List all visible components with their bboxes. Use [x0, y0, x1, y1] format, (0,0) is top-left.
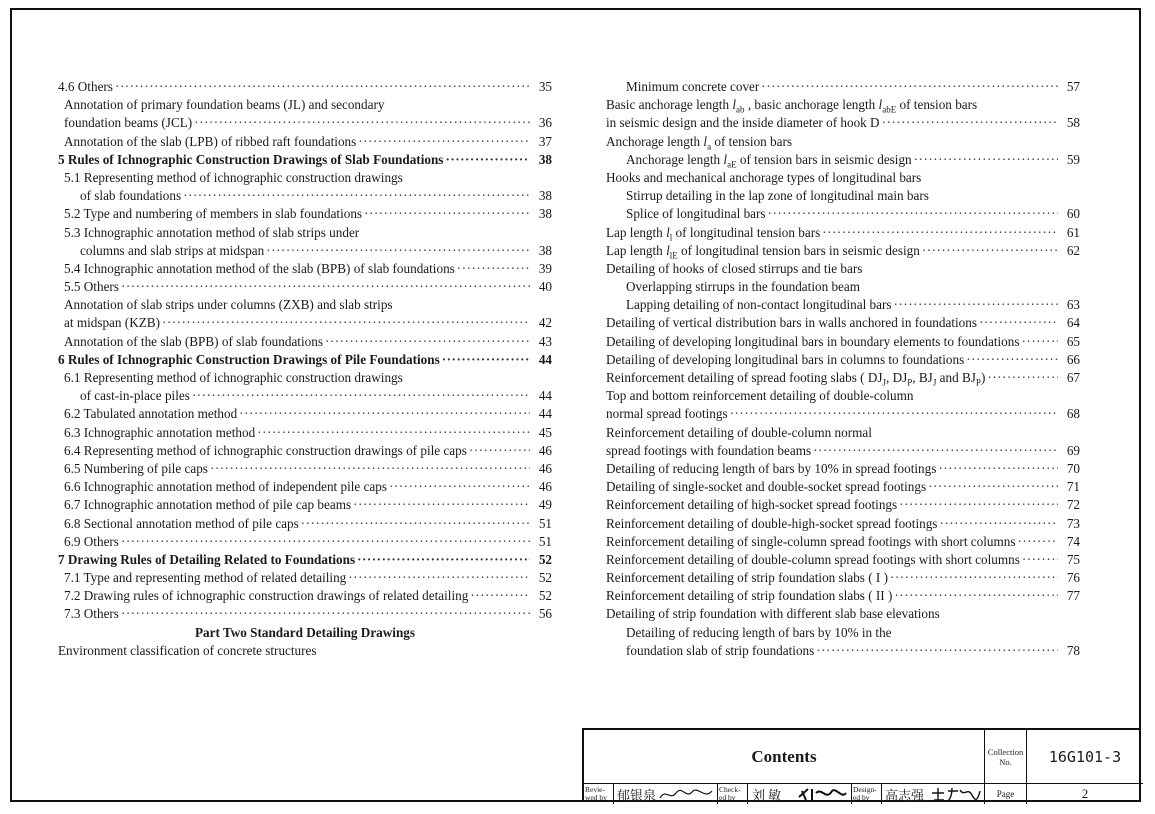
toc-leader-dots	[351, 496, 530, 514]
toc-entry-page: 72	[1066, 497, 1080, 513]
checked-label: Check-ed by	[719, 785, 741, 802]
toc-entry	[58, 314, 552, 332]
toc-entry	[58, 387, 552, 405]
title-block	[582, 728, 1141, 802]
toc-leader-dots	[892, 296, 1058, 314]
toc-entry	[58, 242, 552, 260]
toc-entry-title: 6 Rules of Ichnographic Construction Drawings of Pile Foundations	[58, 351, 440, 367]
toc-entry	[606, 278, 1080, 296]
toc-entry	[58, 569, 552, 587]
toc-entry-page: 67	[1066, 370, 1080, 385]
toc-entry	[58, 642, 552, 660]
toc-entry-page: 71	[1066, 479, 1080, 495]
toc-entry-page: 38	[538, 188, 552, 204]
toc-entry-title: Overlapping stirrups in the foundation beam	[626, 279, 861, 295]
reviewed-signature	[658, 785, 714, 803]
toc-entry-title: 6.3 Ichnographic annotation method	[64, 424, 256, 440]
toc-entry-title: Annotation of the slab (BPB) of slab foundations	[64, 333, 323, 349]
toc-entry	[58, 333, 552, 351]
toc-entry-title: 5.2 Type and numbering of members in slab foundations	[64, 206, 363, 222]
toc-entry-title: 6.5 Numbering of pile caps	[64, 460, 208, 476]
toc-leader-dots	[888, 569, 1058, 587]
toc-entry	[606, 587, 1080, 605]
toc-entry-title: spread footings with foundation beams	[606, 442, 812, 458]
reviewed-name-cell	[614, 784, 658, 804]
toc-entry	[58, 369, 552, 387]
designed-name: 高志强	[885, 787, 925, 803]
toc-entry	[58, 478, 552, 496]
toc-leader-dots	[766, 205, 1058, 223]
toc-entry	[606, 405, 1080, 423]
toc-entry-page: 74	[1066, 533, 1080, 549]
toc-entry-page: 63	[1066, 297, 1080, 313]
page-label: Page	[996, 789, 1015, 799]
toc-entry	[606, 569, 1080, 587]
toc-leader-dots	[985, 369, 1058, 387]
toc-entry-title: Reinforcement detailing of double-column spread footings with short columns	[606, 551, 1020, 567]
toc-leader-dots	[119, 533, 530, 551]
toc-entry	[606, 460, 1080, 478]
toc-entry	[58, 151, 552, 169]
toc-entry	[58, 205, 552, 223]
toc-entry-title: normal spread footings	[606, 406, 728, 422]
toc-leader-dots	[443, 151, 530, 169]
toc-entry	[58, 424, 552, 442]
toc-entry-title: columns and slab strips at midspan	[80, 242, 265, 258]
toc-entry-title: 5 Rules of Ichnographic Construction Drawings of Slab Foundations	[58, 151, 444, 167]
toc-entry-page: 43	[538, 333, 552, 349]
toc-entry-page: 52	[538, 588, 552, 604]
toc-entry-title: 7 Drawing Rules of Detailing Related to Foundations	[58, 551, 356, 567]
toc-entry-title: Detailing of developing longitudinal bars in boundary elements to foundations	[606, 333, 1020, 349]
title-block-title: Contents	[584, 730, 985, 784]
toc-entry-title: Detailing of reducing length of bars by 10% in the	[626, 624, 892, 640]
toc-entry-title: Detailing of single-socket and double-socket spread footings	[606, 479, 927, 495]
toc-leader-dots	[119, 605, 530, 623]
toc-right-column	[606, 78, 1080, 660]
toc-leader-dots	[811, 442, 1058, 460]
toc-entry-title: 6.7 Ichnographic annotation method of pile cap beams	[64, 497, 352, 513]
toc-entry	[606, 551, 1080, 569]
toc-entry-page: 37	[538, 133, 552, 149]
toc-leader-dots	[160, 314, 530, 332]
toc-leader-dots	[977, 314, 1058, 332]
toc-entry-title: Minimum concrete cover	[626, 79, 760, 94]
toc-leader-dots	[208, 460, 530, 478]
toc-entry-page: 46	[538, 479, 552, 495]
toc-leader-dots	[355, 551, 530, 569]
designed-label: Design-ed by	[853, 785, 877, 802]
designed-signature-cell	[930, 784, 985, 804]
toc-entry	[58, 296, 552, 314]
toc-leader-dots	[181, 187, 530, 205]
toc-entry	[58, 405, 552, 423]
toc-leader-dots	[1020, 333, 1059, 351]
toc-entry	[606, 205, 1080, 223]
toc-entry-page: 52	[538, 551, 552, 567]
toc-entry-title: Splice of longitudinal bars	[626, 206, 766, 222]
collection-number: 16G101-3	[1027, 730, 1143, 784]
toc-entry	[58, 605, 552, 623]
toc-entry-title: Detailing of strip foundation with different slab base elevations	[606, 606, 940, 622]
toc-entry-title: Reinforcement detailing of single-column spread footings with short columns	[606, 533, 1016, 549]
checked-name: 刘 敏	[752, 787, 782, 803]
toc-entry	[606, 515, 1080, 533]
toc-entry-title: Basic anchorage length $l_{ab}$ , basic anchorage length $l_{abE}$ of tension bars	[606, 97, 978, 115]
toc-entry-title: Top and bottom reinforcement detailing of double-column	[606, 388, 914, 404]
toc-leader-dots	[936, 460, 1058, 478]
toc-leader-dots	[387, 478, 530, 496]
toc-entry-page: 38	[538, 151, 552, 167]
toc-entry	[58, 496, 552, 514]
toc-entry-title: Stirrup detailing in the lap zone of longitudinal main bars	[626, 188, 929, 204]
toc-entry-title: Annotation of primary foundation beams (JL) and secondary	[64, 97, 385, 113]
toc-leader-dots	[119, 278, 530, 296]
toc-entry-page: 70	[1066, 460, 1080, 476]
toc-entry-page: 75	[1066, 551, 1080, 567]
toc-entry-title: Reinforcement detailing of double-column normal	[606, 424, 872, 440]
toc-entry-page: 44	[538, 406, 552, 422]
toc-entry-title: 5.5 Others	[64, 279, 119, 295]
toc-entry	[58, 96, 552, 114]
toc-entry	[58, 260, 552, 278]
toc-leader-dots	[926, 478, 1058, 496]
toc-entry	[606, 314, 1080, 332]
toc-entry-page: 59	[1066, 151, 1080, 167]
toc-entry	[606, 424, 1080, 442]
toc-entry-title: foundation beams (JCL)	[64, 115, 193, 131]
toc-entry	[606, 478, 1080, 496]
toc-leader-dots	[1015, 533, 1058, 551]
toc-entry	[606, 296, 1080, 314]
page-number: 2	[1081, 786, 1089, 801]
toc-entry-page: 36	[538, 115, 552, 131]
toc-entry	[58, 551, 552, 569]
toc-entry-title: Lapping detailing of non-contact longitudinal bars	[626, 297, 892, 313]
toc-entry	[58, 187, 552, 205]
page-label-cell	[985, 784, 1027, 804]
toc-entry	[606, 133, 1080, 151]
toc-entry	[606, 605, 1080, 623]
toc-entry-page: 46	[538, 460, 552, 476]
toc-leader-dots	[814, 642, 1058, 660]
toc-leader-dots	[937, 515, 1058, 533]
toc-leader-dots	[728, 405, 1058, 423]
toc-entry-title: Reinforcement detailing of strip foundation slabs ( II )	[606, 588, 893, 604]
toc-entry	[606, 387, 1080, 405]
toc-entry	[58, 133, 552, 151]
toc-entry-title: 4.6 Others	[58, 79, 113, 94]
toc-entry-title: Lap length $l_l$ of longitudinal tension bars	[606, 224, 821, 243]
toc-entry-title: Detailing of vertical distribution bars in walls anchored in foundations	[606, 315, 977, 331]
toc-leader-dots	[362, 205, 530, 223]
toc-leader-dots	[455, 260, 530, 278]
toc-entry-title: Lap length $l_{lE}$ of longitudinal tension bars in seismic design	[606, 242, 920, 261]
toc-entry-page: 77	[1066, 588, 1080, 604]
toc-leader-dots	[440, 351, 530, 369]
toc-entry-title: Annotation of the slab (LPB) of ribbed raft foundations	[64, 133, 357, 149]
toc-entry-page: 40	[538, 279, 552, 295]
toc-entry	[58, 169, 552, 187]
designed-signature	[930, 785, 982, 803]
toc-entry-page: 45	[538, 424, 552, 440]
toc-entry-title: Environment classification of concrete structures	[58, 642, 317, 658]
toc-entry-page: 51	[538, 533, 552, 549]
toc-entry	[606, 242, 1080, 260]
toc-entry	[606, 533, 1080, 551]
reviewed-label-cell	[584, 784, 614, 804]
toc-entry	[606, 260, 1080, 278]
toc-entry-title: 7.2 Drawing rules of ichnographic construction drawings of related detailing	[64, 588, 469, 604]
toc-entry-title: 6.9 Others	[64, 533, 119, 549]
toc-entry	[606, 224, 1080, 242]
toc-entry-title: 5.3 Ichnographic annotation method of slab strips under	[64, 224, 360, 240]
toc-entry-page: 38	[538, 206, 552, 222]
toc-entry-title: 7.1 Type and representing method of related detailing	[64, 570, 347, 586]
toc-leader-dots	[820, 224, 1058, 242]
toc-entry-title: Part Two Standard Detailing Drawings	[194, 624, 416, 640]
reviewed-label: Revie-wed by	[585, 785, 607, 802]
designed-name-cell	[882, 784, 930, 804]
designed-label-cell	[852, 784, 882, 804]
toc-entry-title: 6.1 Representing method of ichnographic construction drawings	[64, 370, 403, 385]
toc-entry-page: 56	[538, 606, 552, 622]
toc-entry-page: 62	[1066, 242, 1080, 258]
toc-leader-dots	[237, 405, 530, 423]
toc-entry-title: Detailing of reducing length of bars by 10% in spread footings	[606, 460, 937, 476]
toc-entry-title: 6.6 Ichnographic annotation method of independent pile caps	[64, 479, 387, 495]
toc-entry	[58, 78, 552, 96]
toc-entry-title: 5.4 Ichnographic annotation method of the slab (BPB) of slab foundations	[64, 260, 455, 276]
toc-entry-page: 44	[538, 351, 552, 367]
reviewed-signature-cell	[658, 784, 718, 804]
toc-entry-page: 52	[538, 570, 552, 586]
toc-entry-page: 44	[538, 388, 552, 404]
toc-entry	[606, 78, 1080, 96]
toc-entry-page: 38	[538, 242, 552, 258]
toc-entry-title: Anchorage length $l_a$ of tension bars	[606, 133, 793, 152]
toc-entry-page: 66	[1066, 351, 1080, 367]
checked-name-cell	[748, 784, 796, 804]
toc-entry-page: 69	[1066, 442, 1080, 458]
toc-entry-page: 65	[1066, 333, 1080, 349]
toc-entry	[606, 333, 1080, 351]
toc-entry-page: 49	[538, 497, 552, 513]
toc-leader-dots	[356, 133, 530, 151]
toc-entry	[606, 442, 1080, 460]
toc-entry	[58, 278, 552, 296]
toc-entry-page: 42	[538, 315, 552, 331]
collection-label: Collection No.	[985, 730, 1027, 784]
toc-entry-page: 73	[1066, 515, 1080, 531]
toc-entry-page: 78	[1066, 642, 1080, 658]
toc-leader-dots	[190, 387, 530, 405]
toc-leader-dots	[759, 78, 1058, 96]
toc-entry-title: of slab foundations	[80, 188, 182, 204]
toc-entry	[58, 351, 552, 369]
toc-entry	[606, 624, 1080, 642]
toc-entry	[606, 151, 1080, 169]
toc-entry-title: 5.1 Representing method of ichnographic construction drawings	[64, 169, 403, 185]
toc-entry-title: Hooks and mechanical anchorage types of longitudinal bars	[606, 169, 922, 185]
toc-leader-dots	[299, 515, 530, 533]
toc-entry-title: Reinforcement detailing of spread footing slabs ( $DJ_J$, $DJ_P$, $BJ_J$ and $BJ_P$)	[606, 370, 986, 388]
toc-entry-page: 57	[1066, 79, 1080, 94]
toc-entry-page: 39	[538, 260, 552, 276]
toc-leader-dots	[255, 424, 530, 442]
toc-leader-dots	[192, 114, 530, 132]
toc-entry	[58, 587, 552, 605]
toc-entry-title: Reinforcement detailing of double-high-socket spread footings	[606, 515, 938, 531]
toc-entry-title: of cast-in-place piles	[80, 388, 190, 404]
toc-leader-dots	[113, 78, 530, 96]
toc-leader-dots	[920, 242, 1058, 260]
toc-entry-page: 35	[538, 79, 552, 94]
toc-entry-title: Reinforcement detailing of strip foundation slabs ( I )	[606, 570, 888, 586]
checked-signature-cell	[796, 784, 852, 804]
toc-entry-page: 64	[1066, 315, 1080, 331]
checked-label-cell	[718, 784, 748, 804]
toc-entry	[58, 224, 552, 242]
toc-entry-page: 58	[1066, 115, 1080, 131]
toc-entry-title: 6.8 Sectional annotation method of pile caps	[64, 515, 299, 531]
toc-entry-title: at midspan (KZB)	[64, 315, 160, 331]
toc-entry	[606, 169, 1080, 187]
toc-leader-dots	[912, 151, 1058, 169]
toc-leader-dots	[468, 587, 530, 605]
toc-left-column	[58, 78, 552, 660]
toc-entry	[58, 624, 552, 642]
toc-entry-page: 60	[1066, 206, 1080, 222]
checked-signature	[796, 785, 848, 803]
toc-entry	[606, 351, 1080, 369]
toc-entry-title: 6.2 Tabulated annotation method	[64, 406, 238, 422]
toc-entry	[606, 369, 1080, 387]
toc-entry-page: 46	[538, 442, 552, 458]
toc-entry	[606, 642, 1080, 660]
toc-leader-dots	[897, 496, 1058, 514]
reviewed-name: 郁银泉	[617, 787, 657, 803]
toc-entry-title: 6.4 Representing method of ichnographic construction drawings of pile caps	[64, 442, 467, 458]
toc-entry-title: Annotation of slab strips under columns (ZXB) and slab strips	[64, 297, 393, 313]
toc-entry-title: 7.3 Others	[64, 606, 119, 622]
toc-entry-page: 68	[1066, 406, 1080, 422]
toc-leader-dots	[892, 587, 1058, 605]
toc-entry-page: 61	[1066, 224, 1080, 240]
toc-leader-dots	[346, 569, 530, 587]
toc-entry-page: 76	[1066, 570, 1080, 586]
toc-entry-title: in seismic design and the inside diameter of hook D	[606, 115, 880, 131]
toc-leader-dots	[1020, 551, 1058, 569]
toc-leader-dots	[880, 114, 1058, 132]
toc-entry-title: foundation slab of strip foundations	[626, 642, 815, 658]
toc-entry	[58, 460, 552, 478]
toc-entry	[606, 96, 1080, 114]
toc-entry	[58, 515, 552, 533]
toc-leader-dots	[264, 242, 530, 260]
toc-entry-title: Detailing of developing longitudinal bars in columns to foundations	[606, 351, 965, 367]
toc-leader-dots	[467, 442, 530, 460]
toc-entry-title: Reinforcement detailing of high-socket spread footings	[606, 497, 898, 513]
toc-entry-title: Anchorage length $l_{aE}$ of tension bars in seismic design	[626, 151, 912, 170]
toc-entry	[58, 442, 552, 460]
toc-entry	[58, 114, 552, 132]
toc-entry	[58, 533, 552, 551]
toc-entry-title: Detailing of hooks of closed stirrups and tie bars	[606, 260, 863, 276]
toc-leader-dots	[964, 351, 1058, 369]
toc-entry	[606, 187, 1080, 205]
toc-leader-dots	[323, 333, 530, 351]
toc-entry	[606, 114, 1080, 132]
toc-entry	[606, 496, 1080, 514]
toc-entry-page: 51	[538, 515, 552, 531]
page-number-cell	[1027, 784, 1143, 804]
